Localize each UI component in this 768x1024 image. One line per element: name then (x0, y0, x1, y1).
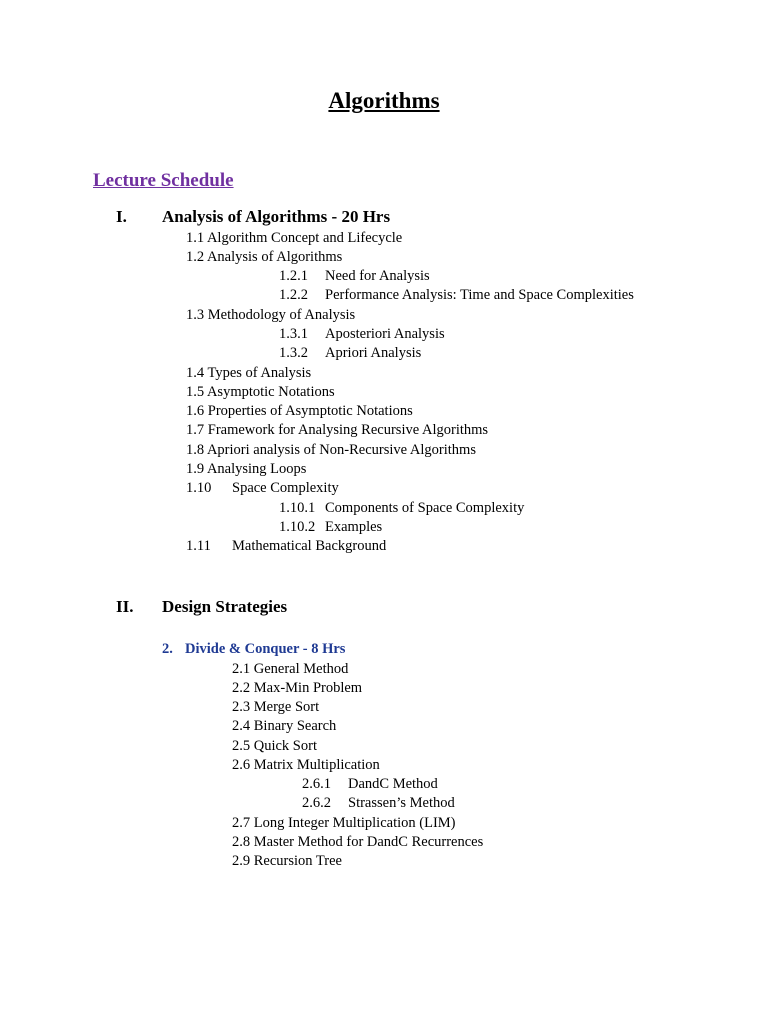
item-number: 1.7 (186, 422, 205, 438)
item-number: 1.1 (186, 230, 205, 246)
list-item (186, 403, 413, 420)
item-label: Merge Sort (253, 699, 320, 715)
item-number: 2.4 (232, 718, 251, 734)
item-label: Analysing Loops (206, 461, 307, 477)
list-item (279, 268, 430, 285)
item-number: 1.10 (186, 480, 212, 496)
item-label: Methodology of Analysis (207, 307, 356, 323)
item-number: 2.6 (232, 757, 251, 773)
item-label: Binary Search (253, 718, 337, 734)
section-heading: Lecture Schedule (93, 170, 234, 191)
item-label: Types of Analysis (207, 365, 312, 381)
item-number: 2.7 (232, 815, 251, 831)
item-label: Properties of Asymptotic Notations (207, 403, 413, 419)
item-label: Apriori analysis of Non-Recursive Algorithms (206, 442, 476, 458)
item-label: DandC Method (348, 776, 438, 792)
list-item (186, 422, 488, 439)
item-label: Recursion Tree (253, 853, 342, 869)
list-item (279, 326, 445, 343)
item-label: Apriori Analysis (325, 345, 422, 361)
list-item (186, 307, 355, 324)
item-number: 1.11 (186, 538, 211, 554)
list-item (186, 384, 335, 401)
item-number: 1.2 (186, 249, 205, 265)
list-item (279, 519, 382, 536)
unit-2-numeral: II. (116, 597, 134, 616)
list-item (186, 461, 306, 478)
item-number: 1.6 (186, 403, 205, 419)
item-number: 1.10.2 (279, 519, 316, 535)
item-label: Examples (325, 519, 383, 535)
item-label: Mathematical Background (232, 538, 387, 554)
item-label: Components of Space Complexity (325, 500, 525, 516)
item-label: Quick Sort (253, 738, 317, 754)
list-item (186, 538, 386, 555)
item-label: Strassen’s Method (348, 795, 455, 811)
item-number: 1.10.1 (279, 500, 316, 516)
list-item (232, 718, 336, 735)
item-number: 2.6.2 (302, 795, 331, 811)
item-number: 2.2 (232, 680, 251, 696)
item-label: Framework for Analysing Recursive Algorithms (207, 422, 489, 438)
list-item (186, 480, 339, 497)
list-item (232, 680, 362, 697)
list-item (186, 230, 402, 247)
item-label: Long Integer Multiplication (LIM) (253, 815, 456, 831)
list-item (302, 795, 455, 812)
list-item (232, 834, 483, 851)
list-item (232, 661, 348, 678)
list-item (232, 815, 456, 832)
list-item (232, 853, 342, 870)
item-label: Algorithm Concept and Lifecycle (206, 230, 403, 246)
list-item (232, 757, 380, 774)
item-label: Aposteriori Analysis (325, 326, 445, 342)
item-number: 1.9 (186, 461, 205, 477)
item-number: 1.3.2 (279, 345, 308, 361)
item-label: Need for Analysis (325, 268, 430, 284)
item-label: Performance Analysis: Time and Space Complexities (325, 287, 634, 303)
unit-1-title: Analysis of Algorithms - 20 Hrs (162, 207, 391, 226)
list-item (302, 776, 438, 793)
item-label: Master Method for DandC Recurrences (253, 834, 484, 850)
unit-2-title: Design Strategies (162, 597, 288, 616)
document-title: Algorithms (328, 88, 440, 113)
list-item (186, 249, 342, 266)
item-number: 2.6.1 (302, 776, 331, 792)
item-label: Space Complexity (232, 480, 339, 496)
list-item (186, 442, 476, 459)
item-number: 1.3 (186, 307, 205, 323)
item-number: 1.2.2 (279, 287, 308, 303)
item-number: 2.5 (232, 738, 251, 754)
item-number: 2.9 (232, 853, 251, 869)
item-number: 2.8 (232, 834, 251, 850)
item-label: General Method (253, 661, 349, 677)
item-label: Asymptotic Notations (206, 384, 335, 400)
item-label: Max-Min Problem (253, 680, 363, 696)
item-number: 1.8 (186, 442, 205, 458)
item-number: 2.1 (232, 661, 251, 677)
item-number: 1.4 (186, 365, 205, 381)
item-number: 1.2.1 (279, 268, 308, 284)
list-item (186, 365, 311, 382)
item-label: Matrix Multiplication (253, 757, 380, 773)
item-number: 1.5 (186, 384, 205, 400)
subsection-title: Divide & Conquer - 8 Hrs (185, 641, 346, 657)
item-label: Analysis of Algorithms (206, 249, 343, 265)
list-item (279, 345, 421, 362)
item-number: 1.3.1 (279, 326, 308, 342)
unit-1-numeral: I. (116, 207, 127, 226)
subsection-heading (162, 641, 345, 658)
item-number: 2.3 (232, 699, 251, 715)
list-item (232, 699, 319, 716)
list-item (232, 738, 317, 755)
list-item (279, 500, 524, 517)
list-item (279, 287, 634, 304)
subsection-number: 2. (162, 641, 173, 657)
